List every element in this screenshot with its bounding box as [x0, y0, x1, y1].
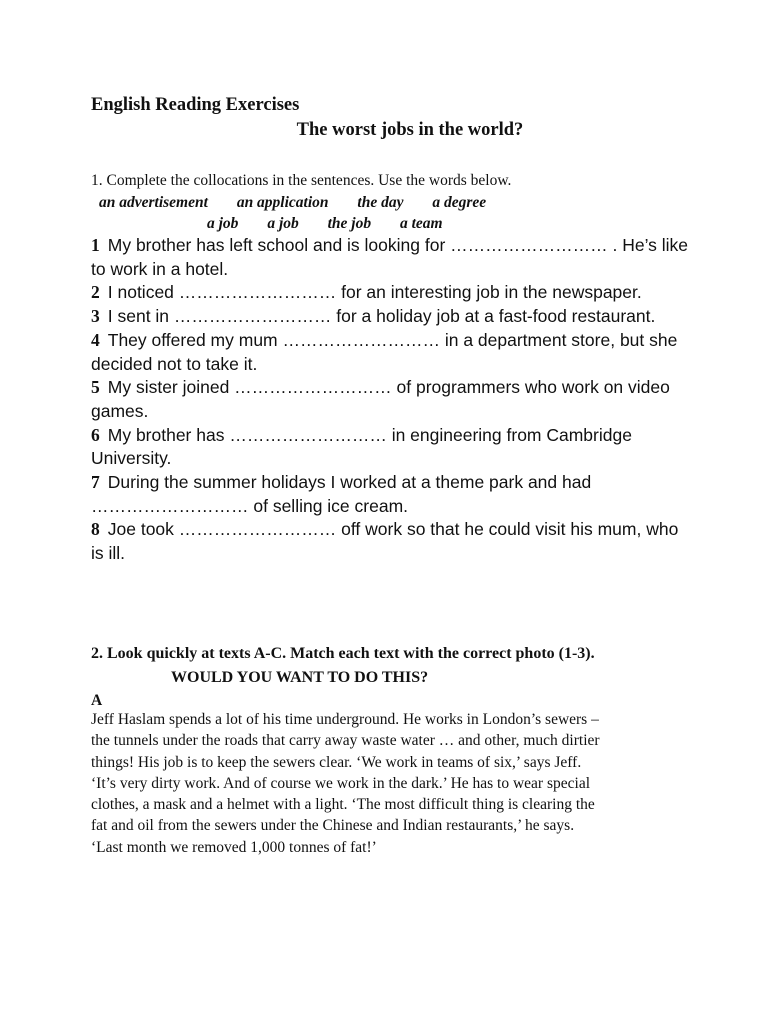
passage-line: clothes, a mask and a helmet with a light. ‘The most difficult thing is clearing the — [91, 796, 595, 814]
sentence-item — [91, 329, 691, 376]
sentence-item — [91, 424, 691, 471]
sentence-number: 1 — [91, 235, 100, 255]
passage-line: ‘It’s very dirty work. And of course we work in the dark.’ He has to wear special — [91, 774, 591, 792]
word-bank-item: a degree — [432, 194, 487, 211]
passage-line: fat and oil from the sewers under the Chinese and Indian restaurants,’ he says. — [91, 817, 575, 835]
text-a-passage — [91, 709, 681, 858]
sentence-item — [91, 518, 691, 565]
sentence-number: 2 — [91, 282, 100, 303]
word-bank-item: a team — [400, 215, 443, 232]
sentence-text: They offered my mum ……………………… in a department store, but she decided not to take it. — [91, 329, 678, 374]
sentence-number: 3 — [91, 306, 100, 327]
sentence-number: 4 — [91, 329, 100, 350]
passage-line: things! His job is to keep the sewers clear. ‘We work in teams of six,’ says Jeff. — [91, 753, 582, 771]
passage-line: ‘Last month we removed 1,000 tonnes of fat!’ — [91, 838, 377, 856]
word-bank-row-2 — [207, 215, 443, 233]
passage-line: the tunnels under the roads that carry away waste water … and other, much dirtier — [91, 732, 600, 750]
text-a-label: A — [91, 692, 103, 709]
word-bank-item: an advertisement — [99, 194, 208, 211]
word-bank-item: a job — [267, 215, 299, 232]
exercise-2-title: WOULD YOU WANT TO DO THIS? — [171, 669, 429, 686]
sentence-number: 6 — [91, 424, 100, 445]
exercise-2-instruction: 2. Look quickly at texts A-C. Match each text with the correct photo (1-3). — [91, 645, 595, 662]
sentence-text: Joe took ……………………… off work so that he could visit his mum, who is ill. — [91, 519, 679, 564]
sentence-item — [91, 305, 691, 329]
sentence-item — [91, 234, 691, 281]
sentence-text: I sent in ……………………… for a holiday job at a fast-food restaurant. — [107, 306, 656, 327]
document-title: The worst jobs in the world? — [296, 120, 524, 140]
sentence-text: My brother has ……………………… in engineering from Cambridge University. — [91, 424, 632, 469]
sentence-text: My brother has left school and is looking for ……………………… . He’s like to work in a hotel. — [91, 235, 689, 279]
sentence-item — [91, 376, 691, 423]
word-bank-item: a job — [207, 215, 239, 232]
sentence-number: 5 — [91, 377, 100, 398]
sentence-item — [91, 281, 691, 305]
sentence-text: During the summer holidays I worked at a theme park and had ……………………… of selling ice cream. — [91, 472, 592, 516]
sentence-item — [91, 471, 691, 518]
sentence-text: My sister joined ……………………… of programmers who work on video games. — [91, 377, 670, 421]
word-bank-item: the day — [357, 194, 404, 211]
exercise-1-sentences — [91, 234, 691, 566]
sentence-number: 7 — [91, 472, 100, 493]
word-bank-item: an application — [236, 194, 329, 211]
sentence-text: I noticed ……………………… for an interesting job in the newspaper. — [107, 282, 642, 303]
word-bank-row-1 — [99, 194, 486, 212]
word-bank-item: the job — [327, 215, 372, 232]
document-heading: English Reading Exercises — [91, 95, 300, 115]
exercise-1-instruction: 1. Complete the collocations in the sentences. Use the words below. — [91, 172, 512, 189]
sentence-number: 8 — [91, 519, 100, 540]
passage-line: Jeff Haslam spends a lot of his time underground. He works in London’s sewers – — [91, 711, 599, 728]
